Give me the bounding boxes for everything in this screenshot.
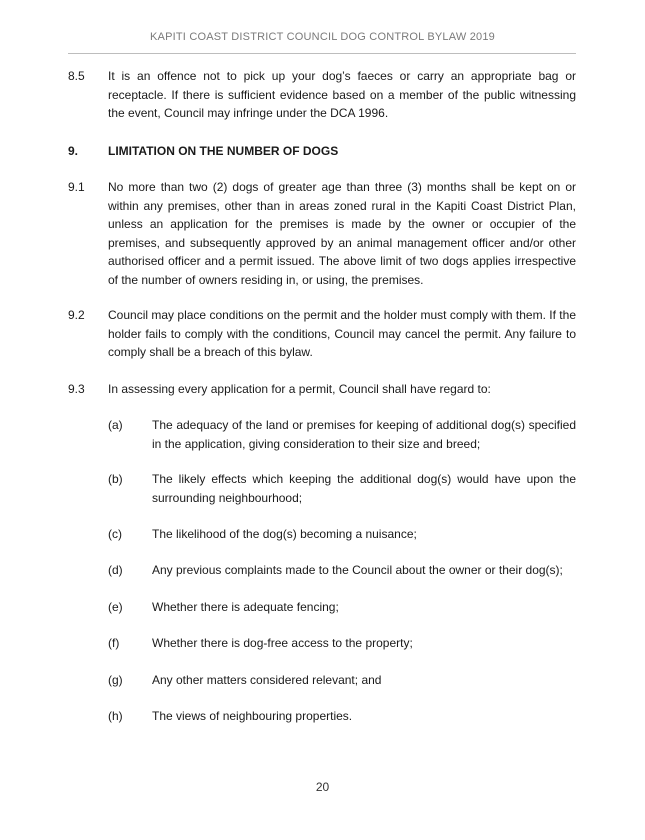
- list-item-a: [108, 416, 576, 453]
- list-item-c: [108, 525, 576, 544]
- list-item-text: Any previous complaints made to the Council about the owner or their dog(s);: [152, 563, 563, 577]
- clause-number: 8.5: [68, 69, 85, 83]
- clause-number: 9.3: [68, 382, 85, 396]
- list-item-text: The likely effects which keeping the additional dog(s) would have upon the surrounding neighbourhood;: [152, 472, 576, 505]
- list-item-label: (h): [108, 709, 123, 723]
- section-9-heading: [68, 142, 576, 161]
- list-item-label: (d): [108, 563, 123, 577]
- list-item-text: The likelihood of the dog(s) becoming a nuisance;: [152, 527, 417, 541]
- list-item-text: Any other matters considered relevant; and: [152, 673, 382, 687]
- list-item-text: The adequacy of the land or premises for keeping of additional dog(s) specified in the application, giving consideration to their size and breed;: [152, 418, 576, 451]
- section-number: 9.: [68, 144, 79, 158]
- header-divider: [68, 53, 576, 54]
- list-item-g: [108, 671, 576, 690]
- page-header: KAPITI COAST DISTRICT COUNCIL DOG CONTROL BYLAW 2019: [150, 31, 495, 43]
- clause-9-2: [68, 306, 576, 362]
- list-item-b: [108, 470, 576, 507]
- list-item-f: [108, 634, 576, 653]
- clause-text: Council may place conditions on the permit and the holder must comply with them. If the holder fails to comply with the conditions, Council may cancel the permit. Any failure to comply shall be a breach of this bylaw.: [108, 308, 576, 359]
- list-item-label: (a): [108, 418, 123, 432]
- list-item-label: (f): [108, 636, 120, 650]
- list-item-text: Whether there is adequate fencing;: [152, 600, 339, 614]
- section-title: LIMITATION ON THE NUMBER OF DOGS: [108, 144, 339, 158]
- clause-8-5: [68, 67, 576, 123]
- list-item-label: (b): [108, 472, 123, 486]
- clause-text: In assessing every application for a permit, Council shall have regard to:: [108, 382, 491, 396]
- clause-9-3: [68, 380, 576, 399]
- clause-text: It is an offence not to pick up your dog’s faeces or carry an appropriate bag or receptacle. If there is sufficient evidence based on a member of the public witnessing the event, Council may infringe under the DCA 1996.: [108, 69, 576, 120]
- list-item-text: The views of neighbouring properties.: [152, 709, 353, 723]
- clause-number: 9.2: [68, 308, 85, 322]
- list-item-text: Whether there is dog-free access to the property;: [152, 636, 413, 650]
- list-item-h: [108, 707, 576, 726]
- clause-number: 9.1: [68, 180, 85, 194]
- list-item-e: [108, 598, 576, 617]
- list-item-label: (e): [108, 600, 123, 614]
- clause-text: No more than two (2) dogs of greater age than three (3) months shall be kept on or within any premises, other than in areas zoned rural in the Kapiti Coast District Plan, unless an application for the premises is made by the owner or occupier of the premises, and subsequently approved by an animal management officer and/or other authorised officer and a permit issued. The above limit of two dogs applies irrespective of the number of owners residing in, or using, the premises.: [108, 180, 576, 287]
- page-number: 20: [315, 780, 330, 794]
- list-item-label: (g): [108, 673, 123, 687]
- list-item-d: [108, 561, 576, 580]
- clause-9-1: [68, 178, 576, 289]
- list-item-label: (c): [108, 527, 122, 541]
